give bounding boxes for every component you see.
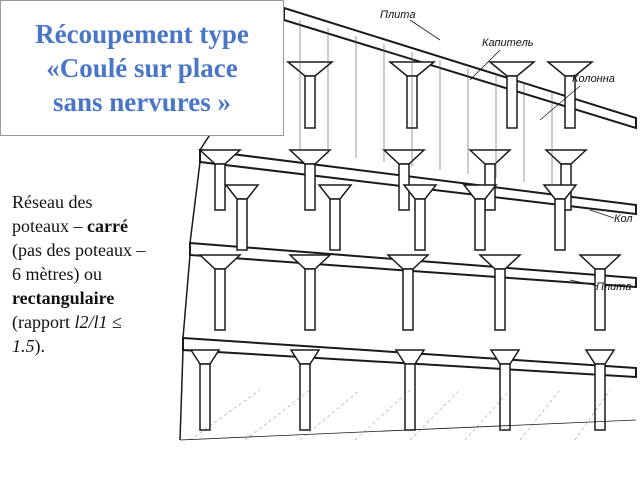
col-row-3-1-shaft — [305, 164, 315, 210]
col-row-1-1-capital — [291, 350, 319, 364]
col-row-3-2-capital — [384, 150, 424, 164]
col-row-1-4-capital — [586, 350, 614, 364]
leader-slab — [410, 20, 440, 40]
col-row-top-0-shaft — [305, 76, 315, 128]
col-row-top-0-capital — [288, 62, 332, 76]
desc-ratio: l2/l1 — [74, 312, 108, 332]
floor-grid-line — [355, 390, 410, 440]
desc-rectangular-term: rectangulaire — [12, 288, 115, 308]
desc-line-4: 6 mètres) ou — [12, 264, 102, 284]
col-row-3b-2-shaft — [415, 199, 425, 250]
col-row-3-0-shaft — [215, 164, 225, 210]
col-row-2-0-shaft — [215, 269, 225, 330]
label-column-right: Кол — [614, 213, 633, 225]
col-row-1-0-shaft — [200, 364, 210, 430]
col-row-2-2-shaft — [403, 269, 413, 330]
label-slab-top: Плита — [380, 9, 416, 21]
description-text — [12, 190, 180, 358]
col-row-2-4-shaft — [595, 269, 605, 330]
col-row-3b-4-shaft — [555, 199, 565, 250]
wall-edge-left — [190, 162, 200, 243]
desc-line-7-end: ). — [34, 336, 45, 356]
desc-line-2-text: poteaux – — [12, 216, 87, 236]
title-line-2: «Coulé sur place — [46, 53, 238, 83]
col-row-3b-3-shaft — [475, 199, 485, 250]
col-row-3b-0-capital — [226, 185, 258, 199]
col-row-3b-1-shaft — [330, 199, 340, 250]
col-row-2-3-shaft — [495, 269, 505, 330]
col-row-1-2-shaft — [405, 364, 415, 430]
col-row-3b-0-shaft — [237, 199, 247, 250]
desc-line-1: Réseau des — [12, 192, 93, 212]
wall-edge-left-3 — [180, 350, 183, 440]
col-row-1-0-capital — [191, 350, 219, 364]
col-row-3-3-capital — [470, 150, 510, 164]
label-column-top: Колонна — [572, 73, 615, 85]
floor-grid-line — [520, 390, 560, 440]
col-row-2-4-capital — [580, 255, 620, 269]
floor-grid-line — [410, 390, 460, 440]
col-row-3b-1-capital — [319, 185, 351, 199]
col-row-1-1-shaft — [300, 364, 310, 430]
desc-line-6-end: ≤ — [107, 312, 122, 332]
desc-line-5 — [12, 286, 180, 310]
desc-ratio-value: 1.5 — [12, 336, 35, 356]
desc-line-3: (pas des poteaux – — [12, 240, 146, 260]
col-row-1-3-shaft — [500, 364, 510, 430]
col-row-2-1-shaft — [305, 269, 315, 330]
desc-square-term: carré — [86, 216, 128, 236]
label-capital: Капитель — [482, 37, 534, 49]
title-box — [0, 0, 284, 136]
title-line-1: Récoupement type — [35, 19, 249, 49]
desc-line-6 — [12, 310, 180, 334]
desc-line-7 — [12, 334, 180, 358]
desc-line-2 — [12, 214, 180, 238]
col-row-top-2-shaft — [507, 76, 517, 128]
desc-line-6-text: (rapport — [12, 312, 75, 332]
label-slab-right: Плита — [596, 281, 632, 293]
col-row-1-4-shaft — [595, 364, 605, 430]
col-row-2-0-capital — [200, 255, 240, 269]
wall-edge-left-2 — [183, 255, 190, 338]
title-line-3: sans nervures » — [52, 87, 232, 117]
